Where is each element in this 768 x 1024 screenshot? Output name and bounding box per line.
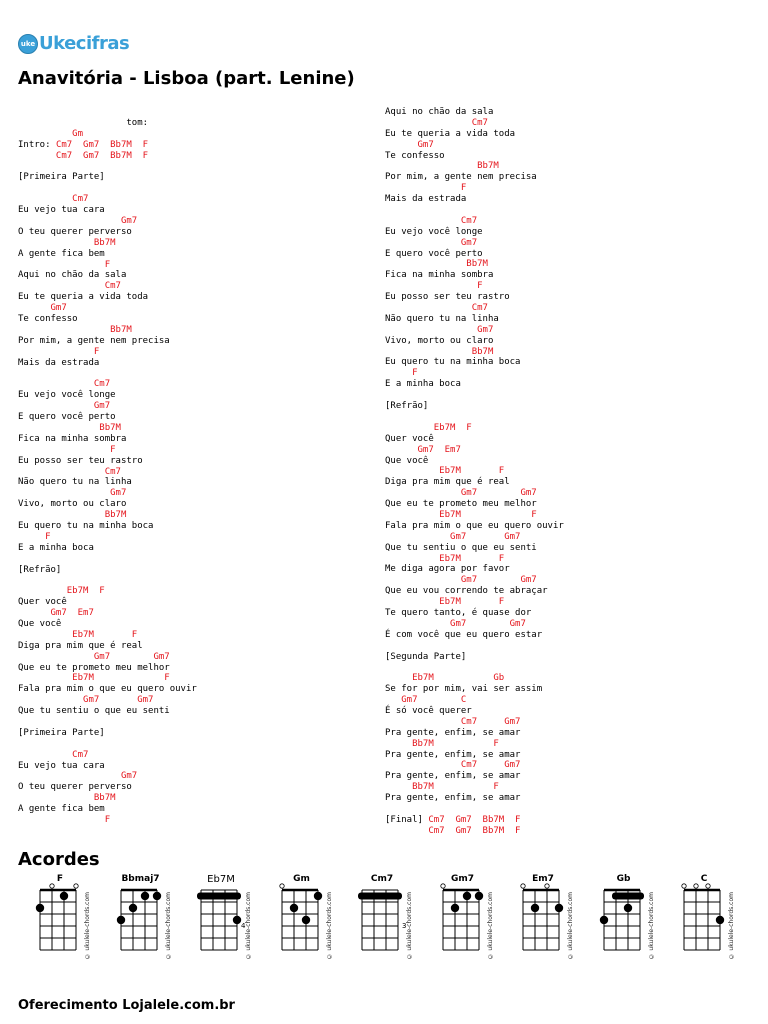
chord-line[interactable]: Eb7M F [385,466,505,477]
lyric-line: Eu posso ser teu rastro [385,292,510,303]
finger-dot [36,904,44,912]
finger-dot [599,916,607,924]
chord-diagram-name: Bbmaj7 [121,874,160,884]
chord-line[interactable]: Bb7M [385,259,488,270]
chord-line[interactable]: Gm7 [385,237,478,248]
lyric-line: Eu quero tu na minha boca [385,357,521,368]
lyric-line: Eu vejo tua cara [18,760,105,771]
fretboard-grid [113,882,169,962]
chord-sequence[interactable]: Cm7 Gm7 Bb7M F [55,139,149,150]
lyric-line [18,183,197,194]
lyric-line: Que tu sentiu o que eu senti [18,706,170,717]
chord-diagram-gm[interactable] [274,872,344,972]
chord-line[interactable]: Gm7 [18,216,138,227]
lyric-line: Eu te queria a vida toda [18,292,149,303]
open-string-marker [706,884,710,888]
chord-diagram-name: Gm [293,874,310,884]
chord-line[interactable]: Gm7 Gm7 [385,488,537,499]
lyric-line: E a minha boca [385,379,461,390]
finger-dot [301,916,309,924]
chord-source-credit: © ukulele-chords.com [325,892,333,960]
chord-line[interactable]: Eb7M F [385,509,537,520]
chord-diagram-bbmaj7[interactable] [113,872,183,972]
barre-mark [358,893,402,900]
open-string-marker [694,884,698,888]
lyric-line: E quero você perto [18,412,116,423]
logo-text: Ukecifras [39,33,130,54]
lyric-line [18,140,197,151]
lyric-line: [Primeira Parte] [18,727,105,738]
chord-line[interactable]: F [18,531,51,542]
lyric-line: Te quero tanto, é quase dor [385,607,532,618]
lyric-line: Te confesso [385,150,445,161]
lyrics-column-right [385,107,564,837]
lyric-line: Vivo, morto ou claro [385,335,494,346]
chord-line[interactable]: Gm7 Gm7 [18,651,170,662]
chord-source-credit: © ukulele-chords.com [406,892,413,960]
lyric-line: Que você [385,455,429,466]
lyric-line: Por mim, a gente nem precisa [385,172,537,183]
chord-line[interactable]: Bb7M F [385,782,499,793]
chord-diagram-eb7m[interactable] [193,872,263,972]
lyric-line [385,412,564,423]
chord-line[interactable]: Cm7 [18,379,111,390]
lyric-line: Eu posso ser teu rastro [18,455,143,466]
chord-line[interactable]: Bb7M [385,161,499,172]
fret-number: 3 [402,922,407,930]
lyric-line [385,804,564,815]
barre-mark [612,893,644,900]
line-label: Intro: [18,139,56,150]
chord-line[interactable]: Gm7 [18,303,67,314]
lyric-line: Aqui no chão da sala [18,270,127,281]
lyric-line: [Refrão] [385,401,429,412]
chord-line[interactable]: Bb7M [385,346,494,357]
chord-line[interactable]: Eb7M F [18,586,105,597]
lyric-line: Pra gente, enfim, se amar [385,793,521,804]
finger-dot [233,916,241,924]
lyric-line: [Refrão] [18,564,62,575]
footer-credit[interactable]: Oferecimento Lojalele.com.br [18,998,235,1013]
lyric-line: Eu vejo tua cara [18,205,105,216]
lyric-line: É com você que eu quero estar [385,629,543,640]
chord-line[interactable]: Gm7 Gm7 [385,618,526,629]
lyric-line: [Primeira Parte] [18,172,105,183]
finger-dot [313,892,321,900]
lyric-line: Que eu te prometo meu melhor [385,499,537,510]
chord-line[interactable]: F [18,346,100,357]
lyric-line: Mais da estrada [385,194,467,205]
open-string-marker [682,884,686,888]
fret-number: 4 [241,922,246,930]
chord-line[interactable]: Gm7 Gm7 [385,575,537,586]
lyric-line: A gente fica bem [18,248,105,259]
lyric-line: Pra gente, enfim, se amar [385,749,521,760]
chord-line[interactable]: Bb7M [18,237,116,248]
line-label: [Final] [385,814,429,825]
lyric-line: [Segunda Parte] [385,651,467,662]
finger-dot [128,904,136,912]
lyric-line: tom: [18,118,149,128]
finger-dot [450,904,458,912]
chord-line[interactable]: Gm7 Gm7 [18,695,154,706]
lyric-line: Não quero tu na linha [385,313,499,324]
lyric-line: E quero você perto [385,248,483,259]
lyric-line [385,662,564,673]
chord-line[interactable]: Eb7M Gb [385,673,505,684]
chord-source-credit: © ukulele-chords.com [486,892,494,960]
lyric-line: Por mim, a gente nem precisa [18,335,170,346]
chord-line[interactable]: Gm7 Em7 [385,444,461,455]
chord-diagram-name: Cm7 [370,874,394,884]
chords-heading: Acordes [18,849,100,870]
lyric-line: Fica na minha sombra [385,270,494,281]
lyric-line: Diga pra mim que é real [18,640,143,651]
chord-line[interactable]: Cm7 Gm7 Bb7M F [385,825,521,836]
lyric-line: O teu querer perverso [18,226,132,237]
chord-line[interactable]: Eb7M F [385,553,505,564]
chord-line[interactable]: Bb7M [18,422,121,433]
chord-source-credit: © ukulele-chords.com [567,892,574,960]
finger-dot [716,916,724,924]
fretboard-grid [596,882,652,962]
open-string-marker [440,884,444,888]
lyric-line: Eu vejo você longe [385,226,483,237]
chord-line[interactable]: F [18,815,111,825]
fretboard-grid [274,882,330,962]
chord-line[interactable]: Bb7M F [385,738,499,749]
chord-diagram-gb[interactable] [596,872,666,972]
lyric-line [385,641,564,652]
lyrics-column-left [18,118,197,826]
chord-sequence[interactable]: Cm7 Gm7 Bb7M F [428,814,521,825]
chord-source-credit: © ukulele-chords.com [245,892,252,960]
finger-dot [140,892,148,900]
lyric-line: E a minha boca [18,542,94,553]
open-string-marker [521,884,525,888]
chord-diagram-name: Gb [616,874,631,884]
chord-source-credit: © ukulele-chords.com [647,892,655,960]
chord-source-credit: © ukulele-chords.com [84,892,91,960]
chord-line[interactable]: Cm7 [18,749,89,760]
lyric-line [18,162,197,173]
lyric-line: Que eu vou correndo te abraçar [385,586,548,597]
lyric-line: Mais da estrada [18,357,100,368]
chord-line[interactable]: Gm7 [385,139,434,150]
lyric-line: Eu vejo você longe [18,390,116,401]
lyric-line: Que você [18,618,62,629]
chord-source-credit: © ukulele-chords.com [728,892,735,960]
lyric-line: O teu querer perverso [18,782,132,793]
chord-diagram-name: Eb7M [207,874,235,885]
chord-line[interactable]: Bb7M [18,793,116,804]
chord-line[interactable]: Bb7M [18,510,127,521]
finger-dot [555,904,563,912]
chord-line[interactable]: Cm7 Gm7 [385,760,521,771]
lyric-line [18,575,197,586]
open-string-marker [279,884,283,888]
chord-source-credit: © ukulele-chords.com [164,892,172,960]
fretboard-grid [676,882,732,962]
finger-dot [531,904,539,912]
chord-line[interactable]: F [18,444,116,455]
chord-line[interactable]: Gm7 Em7 [18,608,94,619]
lyric-line: Eu quero tu na minha boca [18,520,154,531]
chord-line[interactable]: F [18,259,111,270]
lyric-line: Vivo, morto ou claro [18,499,127,510]
chord-line[interactable]: Cm7 Gm7 [385,716,521,727]
finger-dot [623,904,631,912]
fretboard-grid [32,882,88,962]
lyric-line [18,717,197,728]
finger-dot [60,892,68,900]
lyric-line: Fala pra mim o que eu quero ouvir [385,520,564,531]
lyric-line: Aqui no chão da sala [385,107,494,117]
finger-dot [116,916,124,924]
chord-diagram-em7[interactable] [515,872,585,972]
lyric-line [385,390,564,401]
fretboard-grid [515,882,571,962]
chord-line[interactable]: F [385,281,483,292]
finger-dot [152,892,160,900]
lyric-line: Me diga agora por favor [385,564,510,575]
lyric-line: Quer você [18,597,67,608]
chord-line[interactable]: Cm7 [385,303,488,314]
chord-line[interactable]: Cm7 [18,194,89,205]
chord-line[interactable]: Eb7M F [18,629,138,640]
lyric-line: Que tu sentiu o que eu senti [385,542,537,553]
lyric-line: Se for por mim, vai ser assim [385,684,543,695]
chord-line[interactable]: Gm7 [18,401,111,412]
song-title: Anavitória - Lisboa (part. Lenine) [18,68,355,89]
open-string-marker [74,884,78,888]
chord-diagram-c[interactable] [676,872,746,972]
barre-mark [197,893,241,900]
chord-diagram-gm7[interactable] [435,872,505,972]
lyric-line [18,739,197,750]
chord-line[interactable]: Gm7 C [385,695,467,706]
chord-line[interactable]: F [385,368,418,379]
finger-dot [474,892,482,900]
chord-diagram-name: Gm7 [450,874,475,884]
lyric-line: A gente fica bem [18,804,105,815]
uke-logo-icon: uke [18,34,38,54]
lyric-line: É só você querer [385,705,472,716]
chord-line[interactable]: Gm [18,128,84,139]
chord-line[interactable]: Cm7 Gm7 Bb7M F [18,150,149,161]
lyric-line [385,815,564,826]
chord-line[interactable]: Gm7 [18,488,127,499]
finger-dot [289,904,297,912]
chord-diagram-name: F [56,874,64,884]
site-logo[interactable] [18,33,129,54]
chord-diagram-cm7[interactable] [354,872,424,972]
open-string-marker [545,884,549,888]
lyric-line: Fala pra mim o que eu quero ouvir [18,684,197,695]
lyric-line: Não quero tu na linha [18,477,132,488]
chord-line[interactable]: F [385,183,467,194]
chord-line[interactable]: Cm7 [18,466,121,477]
lyric-line [385,205,564,216]
lyric-line [18,368,197,379]
lyric-line: Fica na minha sombra [18,433,127,444]
fretboard-grid [435,882,491,962]
lyric-line: Pra gente, enfim, se amar [385,727,521,738]
chord-line[interactable]: Gm7 [385,324,494,335]
chord-diagram-f[interactable] [32,872,102,972]
chord-diagram-name: Em7 [532,874,554,884]
lyric-line: Que eu te prometo meu melhor [18,662,170,673]
lyric-line: Diga pra mim que é real [385,477,510,488]
chord-line[interactable]: Cm7 [385,117,488,128]
lyric-line [18,554,197,565]
chord-line[interactable]: Eb7M F [385,422,472,433]
chord-line[interactable]: Gm7 [18,771,138,782]
chord-diagram-name: C [700,874,708,884]
open-string-marker [50,884,54,888]
chord-line[interactable]: Eb7M F [18,673,170,684]
lyric-line: Te confesso [18,314,78,325]
chord-line[interactable]: Eb7M F [385,597,505,608]
finger-dot [462,892,470,900]
chord-line[interactable]: Cm7 [385,215,478,226]
chord-line[interactable]: Gm7 Gm7 [385,531,521,542]
lyric-line: Quer você [385,433,434,444]
lyric-line: Eu te queria a vida toda [385,128,516,139]
lyric-line: Pra gente, enfim, se amar [385,771,521,782]
chord-line[interactable]: Bb7M [18,324,132,335]
chord-line[interactable]: Cm7 [18,281,121,292]
